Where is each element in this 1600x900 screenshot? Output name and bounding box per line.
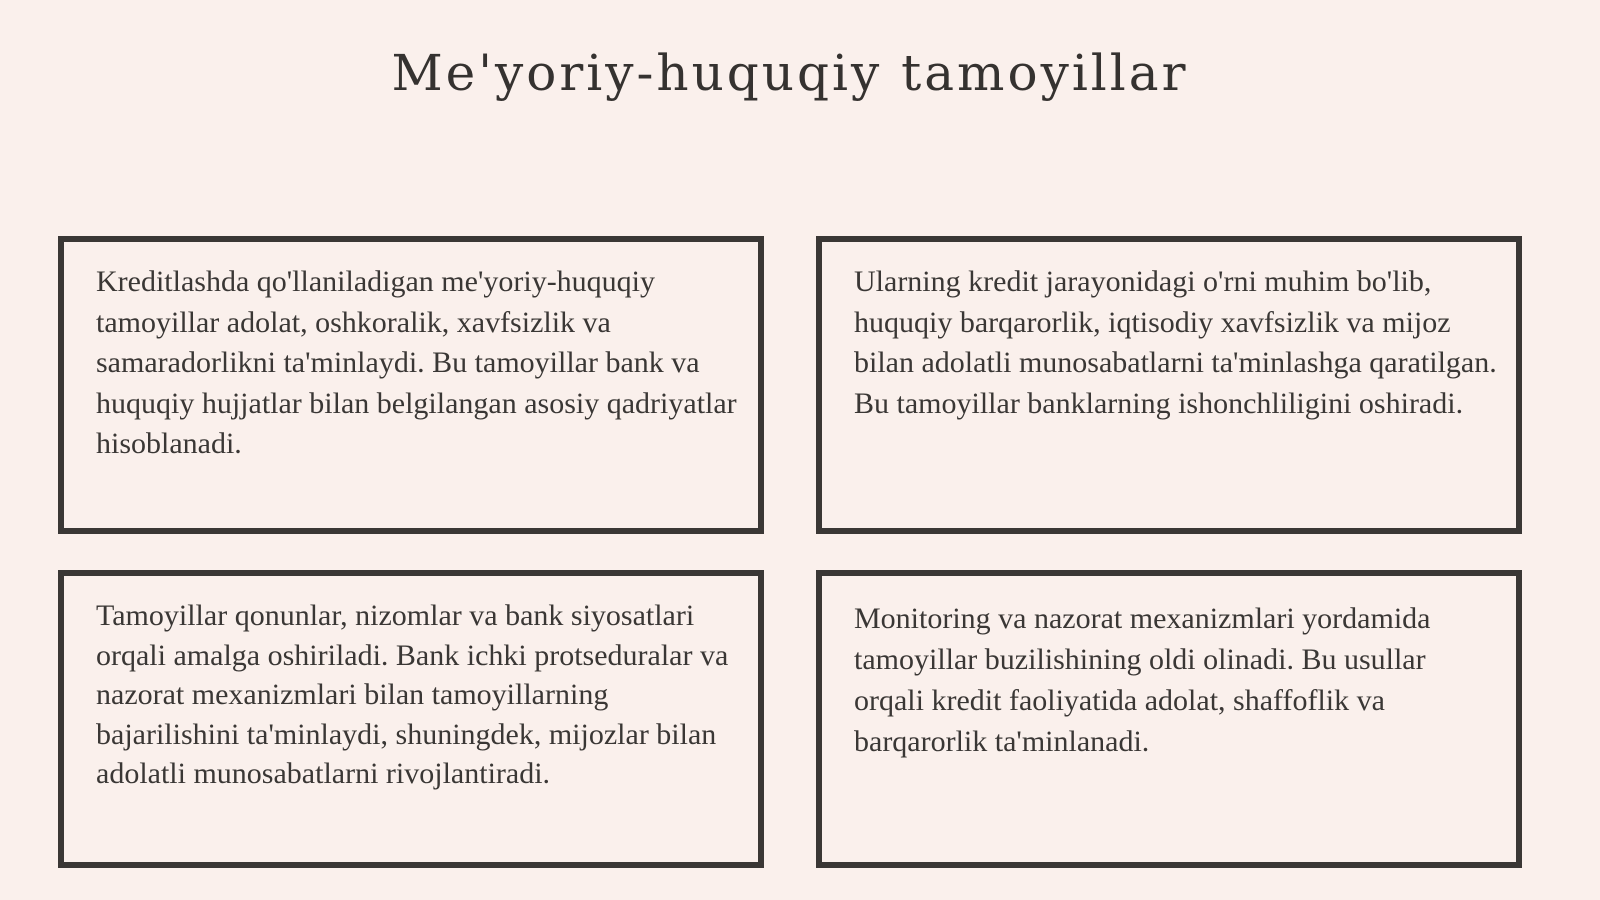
- card-text-4: Monitoring va nazorat mexanizmlari yordamida tamoyillar buzilishining oldi olinadi. Bu usullar orqali kredit faoliyatida adolat, shaffoflik va barqarorlik ta'minlanadi.: [854, 602, 1431, 758]
- text-card-3: [58, 570, 764, 868]
- text-card-2: [816, 236, 1522, 534]
- card-text-1: Kreditlashda qo'llaniladigan me'yoriy-huquqiy tamoyillar adolat, oshkoralik, xavfsizlik va samaradorlikni ta'minlaydi. Bu tamoyillar bank va huquqiy hujjatlar bilan belgilangan asosiy qadriyatlar hisoblanadi.: [96, 265, 737, 460]
- text-card-1: [58, 236, 764, 534]
- card-text-2: Ularning kredit jarayonidagi o'rni muhim bo'lib, huquqiy barqarorlik, iqtisodiy xavfsizlik va mijoz bilan adolatli munosabatlarni ta'minlashga qaratilgan. Bu tamoyillar banklarning ishonchliligini oshiradi.: [854, 265, 1497, 420]
- slide-title: Me'yoriy-huquqiy tamoyillar: [391, 44, 1189, 102]
- text-card-4: [816, 570, 1522, 868]
- card-text-3: Tamoyillar qonunlar, nizomlar va bank siyosatlari orqali amalga oshiriladi. Bank ichki protseduralar va nazorat mexanizmlari bilan tamoyillarning bajarilishini ta'minlaydi, shuningdek, mijozlar bilan adolatli munosabatlarni rivojlantiradi.: [96, 599, 729, 790]
